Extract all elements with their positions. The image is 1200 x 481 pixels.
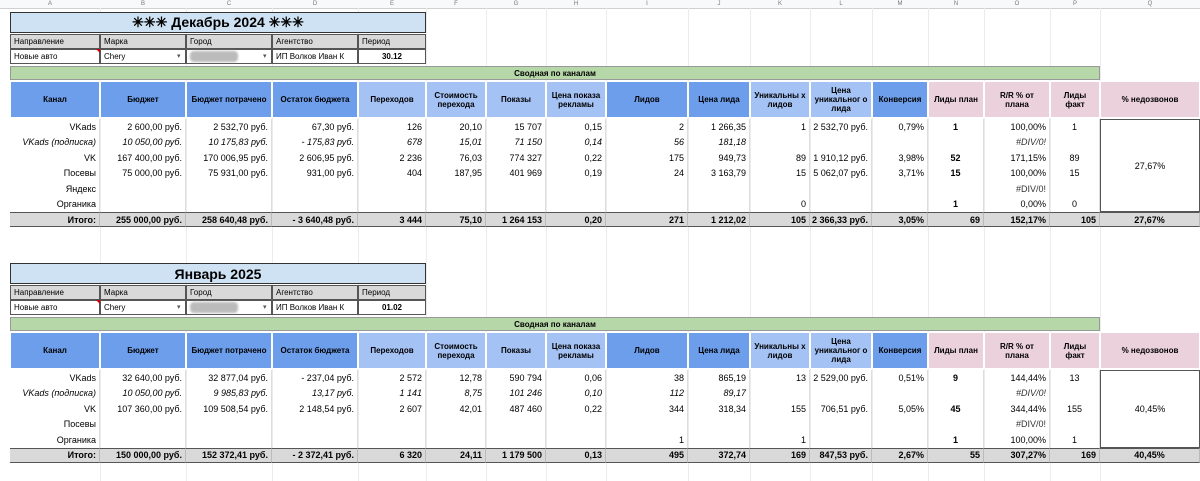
agency-select[interactable]: ИП Волков Иван К (272, 49, 358, 64)
channel-name[interactable]: Органика (10, 197, 100, 213)
data-cell[interactable]: 5 062,07 руб. (810, 166, 872, 182)
data-cell[interactable]: 344,44% (984, 401, 1050, 417)
chevron-down-icon[interactable]: ▾ (177, 53, 181, 60)
data-cell[interactable] (426, 417, 486, 433)
column-header-4[interactable]: Остаток бюджета (272, 332, 358, 369)
column-letter-l[interactable]: L (839, 1, 843, 7)
total-cell[interactable]: 495 (606, 448, 688, 463)
data-cell[interactable]: #DIV/0! (984, 386, 1050, 402)
data-cell[interactable]: 2 532,70 руб. (810, 119, 872, 135)
brand-label: Марка (100, 34, 186, 49)
data-cell[interactable]: 706,51 руб. (810, 401, 872, 417)
column-header-10[interactable]: Цена лида (688, 81, 750, 118)
data-cell[interactable]: 100,00% (984, 432, 1050, 448)
total-cell[interactable]: 169 (1050, 448, 1100, 463)
total-cell[interactable]: 27,67% (1100, 212, 1200, 227)
total-cell[interactable]: 255 000,00 руб. (100, 212, 186, 227)
data-cell[interactable] (272, 197, 358, 213)
total-cell[interactable]: 0,20 (546, 212, 606, 227)
data-cell[interactable]: 42,01 (426, 401, 486, 417)
channel-name[interactable]: Органика (10, 432, 100, 448)
data-cell[interactable] (810, 432, 872, 448)
data-cell[interactable] (750, 181, 810, 197)
data-cell[interactable]: 0 (1050, 197, 1100, 213)
total-cell[interactable]: 152,17% (984, 212, 1050, 227)
data-cell[interactable] (486, 181, 546, 197)
column-header-15[interactable]: R/R % от плана (984, 332, 1050, 369)
data-cell[interactable] (810, 135, 872, 151)
total-cell[interactable]: 69 (928, 212, 984, 227)
data-cell[interactable] (546, 181, 606, 197)
data-cell[interactable] (872, 197, 928, 213)
total-cell[interactable]: 271 (606, 212, 688, 227)
column-letter-g[interactable]: G (513, 1, 519, 7)
data-cell[interactable]: - 175,83 руб. (272, 135, 358, 151)
data-cell[interactable]: 1 (1050, 119, 1100, 135)
data-cell[interactable]: 13 (1050, 370, 1100, 386)
data-cell[interactable]: 1 (750, 119, 810, 135)
column-header-15[interactable]: R/R % от плана (984, 81, 1050, 118)
data-cell[interactable] (546, 417, 606, 433)
data-cell[interactable] (928, 386, 984, 402)
column-header-1[interactable]: Канал (10, 81, 100, 118)
data-cell[interactable]: 76,03 (426, 150, 486, 166)
data-cell[interactable]: 1 (1050, 432, 1100, 448)
data-cell[interactable]: 0,22 (546, 401, 606, 417)
total-cell[interactable]: 2 366,33 руб. (810, 212, 872, 227)
data-cell[interactable]: 89 (750, 150, 810, 166)
data-cell[interactable]: 404 (358, 166, 426, 182)
data-cell[interactable]: 32 640,00 руб. (100, 370, 186, 386)
total-cell[interactable]: 847,53 руб. (810, 448, 872, 463)
column-letter-o[interactable]: O (1014, 1, 1020, 7)
data-cell[interactable]: #DIV/0! (984, 417, 1050, 433)
data-cell[interactable]: 2 606,95 руб. (272, 150, 358, 166)
block-title-dec: ✳✳✳ Декабрь 2024 ✳✳✳ (10, 12, 426, 33)
city-label: Город (186, 34, 272, 49)
column-header-bar[interactable] (0, 0, 1200, 9)
redacted-city-value (190, 302, 238, 313)
data-cell[interactable]: 1 (928, 119, 984, 135)
comment-marker[interactable] (96, 49, 100, 53)
data-cell[interactable] (358, 432, 426, 448)
column-header-6[interactable]: Стоимость перехода (426, 81, 486, 118)
column-header-5[interactable]: Переходов (358, 332, 426, 369)
column-letter-h[interactable]: H (573, 1, 579, 7)
data-cell[interactable]: 0,14 (546, 135, 606, 151)
chevron-down-icon[interactable]: ▾ (177, 304, 181, 311)
summary-band: Сводная по каналам (10, 317, 1100, 331)
column-header-9[interactable]: Лидов (606, 332, 688, 369)
column-letter-a[interactable]: A (47, 1, 52, 7)
data-cell[interactable] (688, 181, 750, 197)
data-cell[interactable] (426, 197, 486, 213)
data-cell[interactable] (486, 417, 546, 433)
column-header-13[interactable]: Конверсия (872, 81, 928, 118)
data-cell[interactable] (872, 417, 928, 433)
data-cell[interactable] (358, 417, 426, 433)
total-cell[interactable]: 40,45% (1100, 448, 1200, 463)
total-cell[interactable]: 105 (750, 212, 810, 227)
column-header-2[interactable]: Бюджет (100, 332, 186, 369)
channel-name[interactable]: Посевы (10, 166, 100, 182)
data-cell[interactable]: 3 163,79 (688, 166, 750, 182)
undialed-percent[interactable]: 40,45% (1100, 370, 1200, 448)
total-cell[interactable]: 2,67% (872, 448, 928, 463)
total-cell[interactable]: 258 640,48 руб. (186, 212, 272, 227)
data-cell[interactable]: 487 460 (486, 401, 546, 417)
data-cell[interactable] (272, 181, 358, 197)
data-cell[interactable] (272, 417, 358, 433)
channel-name[interactable]: Посевы (10, 417, 100, 433)
data-cell[interactable] (750, 135, 810, 151)
direction-select[interactable]: Новые авто (10, 49, 100, 64)
period-label: Период (358, 285, 426, 300)
data-cell[interactable] (546, 432, 606, 448)
data-cell[interactable]: 20,10 (426, 119, 486, 135)
column-header-8[interactable]: Цена показа рекламы (546, 81, 606, 118)
column-header-16[interactable]: Лиды факт (1050, 332, 1100, 369)
data-cell[interactable]: 1 (928, 197, 984, 213)
column-letter-m[interactable]: M (897, 1, 903, 7)
column-header-2[interactable]: Бюджет (100, 81, 186, 118)
channel-name[interactable]: VKads (подписка) (10, 135, 100, 151)
data-cell[interactable] (546, 197, 606, 213)
data-cell[interactable] (486, 197, 546, 213)
redacted-city-value (190, 51, 238, 62)
column-header-4[interactable]: Остаток бюджета (272, 81, 358, 118)
data-cell[interactable] (426, 181, 486, 197)
data-cell[interactable] (186, 197, 272, 213)
data-cell[interactable]: 949,73 (688, 150, 750, 166)
data-cell[interactable]: 3,71% (872, 166, 928, 182)
total-cell[interactable]: 1 212,02 (688, 212, 750, 227)
data-cell[interactable] (186, 417, 272, 433)
brand-select[interactable]: Chery (100, 49, 186, 64)
data-cell[interactable] (606, 181, 688, 197)
data-cell[interactable] (358, 181, 426, 197)
column-letter-e[interactable]: E (389, 1, 394, 7)
data-cell[interactable]: 0,22 (546, 150, 606, 166)
data-cell[interactable]: 13,17 руб. (272, 386, 358, 402)
column-header-17[interactable]: % недозвонов (1100, 332, 1200, 369)
data-cell[interactable]: 89 (1050, 150, 1100, 166)
data-cell[interactable]: 3,98% (872, 150, 928, 166)
data-cell[interactable] (486, 432, 546, 448)
data-cell[interactable]: 167 400,00 руб. (100, 150, 186, 166)
column-letter-k[interactable]: K (777, 1, 782, 7)
data-cell[interactable] (1050, 181, 1100, 197)
data-cell[interactable]: 101 246 (486, 386, 546, 402)
data-cell[interactable]: 2 532,70 руб. (186, 119, 272, 135)
data-cell[interactable]: 8,75 (426, 386, 486, 402)
total-cell[interactable]: 55 (928, 448, 984, 463)
data-cell[interactable]: 71 150 (486, 135, 546, 151)
data-cell[interactable] (426, 432, 486, 448)
data-cell[interactable]: - 237,04 руб. (272, 370, 358, 386)
data-cell[interactable]: 112 (606, 386, 688, 402)
column-header-3[interactable]: Бюджет потрачено (186, 81, 272, 118)
data-cell[interactable]: 1 910,12 руб. (810, 150, 872, 166)
comment-marker[interactable] (96, 300, 100, 304)
data-cell[interactable]: 1 141 (358, 386, 426, 402)
channel-name[interactable]: VK (10, 401, 100, 417)
data-cell[interactable]: 107 360,00 руб. (100, 401, 186, 417)
data-cell[interactable]: 0,79% (872, 119, 928, 135)
data-cell[interactable]: 318,34 (688, 401, 750, 417)
data-cell[interactable]: 2 (606, 119, 688, 135)
data-cell[interactable] (872, 386, 928, 402)
column-letter-c[interactable]: C (226, 1, 232, 7)
data-cell[interactable]: 2 600,00 руб. (100, 119, 186, 135)
total-cell[interactable]: 3 444 (358, 212, 426, 227)
block-title-jan: Январь 2025 (10, 263, 426, 284)
period-select[interactable]: 01.02 (358, 300, 426, 315)
brand-label: Марка (100, 285, 186, 300)
data-cell[interactable]: 181,18 (688, 135, 750, 151)
data-cell[interactable]: 774 327 (486, 150, 546, 166)
period-label: Период (358, 34, 426, 49)
data-cell[interactable]: 15 (750, 166, 810, 182)
column-header-11[interactable]: Уникальны х лидов (750, 81, 810, 118)
data-cell[interactable] (750, 417, 810, 433)
data-cell[interactable]: 401 969 (486, 166, 546, 182)
direction-label: Направление (10, 34, 100, 49)
data-cell[interactable]: 0,15 (546, 119, 606, 135)
data-cell[interactable]: 2 236 (358, 150, 426, 166)
data-cell[interactable]: 0,10 (546, 386, 606, 402)
data-cell[interactable]: 678 (358, 135, 426, 151)
column-letter-i[interactable]: I (646, 1, 648, 7)
data-cell[interactable] (100, 181, 186, 197)
data-cell[interactable] (186, 181, 272, 197)
data-cell[interactable] (688, 197, 750, 213)
data-cell[interactable]: 24 (606, 166, 688, 182)
data-cell[interactable]: 2 529,00 руб. (810, 370, 872, 386)
data-cell[interactable]: 126 (358, 119, 426, 135)
direction-select[interactable]: Новые авто (10, 300, 100, 315)
column-header-11[interactable]: Уникальны х лидов (750, 332, 810, 369)
data-cell[interactable]: 144,44% (984, 370, 1050, 386)
data-cell[interactable]: 1 (928, 432, 984, 448)
data-cell[interactable]: 1 (750, 432, 810, 448)
total-label[interactable]: Итого: (10, 212, 100, 227)
agency-select[interactable]: ИП Волков Иван К (272, 300, 358, 315)
column-letter-b[interactable]: B (140, 1, 145, 7)
data-cell[interactable]: 2 572 (358, 370, 426, 386)
data-cell[interactable]: 56 (606, 135, 688, 151)
column-header-7[interactable]: Показы (486, 332, 546, 369)
data-cell[interactable]: 0,00% (984, 197, 1050, 213)
total-cell[interactable]: 6 320 (358, 448, 426, 463)
data-cell[interactable]: 5,05% (872, 401, 928, 417)
channel-name[interactable]: VKads (подписка) (10, 386, 100, 402)
data-cell[interactable]: 9 985,83 руб. (186, 386, 272, 402)
data-cell[interactable]: 0 (750, 197, 810, 213)
total-cell[interactable]: 1 179 500 (486, 448, 546, 463)
data-cell[interactable]: 155 (1050, 401, 1100, 417)
column-header-13[interactable]: Конверсия (872, 332, 928, 369)
data-cell[interactable]: 931,00 руб. (272, 166, 358, 182)
column-header-8[interactable]: Цена показа рекламы (546, 332, 606, 369)
column-header-14[interactable]: Лиды план (928, 81, 984, 118)
column-letter-p[interactable]: P (1072, 1, 1077, 7)
data-cell[interactable]: 75 931,00 руб. (186, 166, 272, 182)
data-cell[interactable] (186, 432, 272, 448)
data-cell[interactable]: 10 175,83 руб. (186, 135, 272, 151)
data-cell[interactable]: 109 508,54 руб. (186, 401, 272, 417)
data-cell[interactable] (100, 432, 186, 448)
data-cell[interactable] (358, 197, 426, 213)
total-cell[interactable]: 169 (750, 448, 810, 463)
data-cell[interactable]: 2 148,54 руб. (272, 401, 358, 417)
data-cell[interactable]: 15 (1050, 166, 1100, 182)
column-header-9[interactable]: Лидов (606, 81, 688, 118)
data-cell[interactable]: 75 000,00 руб. (100, 166, 186, 182)
column-header-6[interactable]: Стоимость перехода (426, 332, 486, 369)
data-cell[interactable] (100, 197, 186, 213)
chevron-down-icon[interactable]: ▾ (263, 304, 267, 311)
direction-label: Направление (10, 285, 100, 300)
column-header-16[interactable]: Лиды факт (1050, 81, 1100, 118)
data-cell[interactable]: 45 (928, 401, 984, 417)
column-header-5[interactable]: Переходов (358, 81, 426, 118)
total-cell[interactable]: 372,74 (688, 448, 750, 463)
data-cell[interactable]: 2 607 (358, 401, 426, 417)
channel-name[interactable]: VKads (10, 370, 100, 386)
data-cell[interactable] (928, 417, 984, 433)
data-cell[interactable]: 10 050,00 руб. (100, 135, 186, 151)
total-cell[interactable]: 105 (1050, 212, 1100, 227)
data-cell[interactable]: 590 794 (486, 370, 546, 386)
agency-label: Агентство (272, 285, 358, 300)
data-cell[interactable] (688, 417, 750, 433)
data-cell[interactable] (928, 135, 984, 151)
column-header-12[interactable]: Цена уникальног о лида (810, 332, 872, 369)
data-cell[interactable]: 15,01 (426, 135, 486, 151)
data-cell[interactable]: 1 266,35 (688, 119, 750, 135)
column-header-1[interactable]: Канал (10, 332, 100, 369)
data-cell[interactable] (872, 432, 928, 448)
data-cell[interactable]: 0,06 (546, 370, 606, 386)
column-letter-d[interactable]: D (312, 1, 318, 7)
data-cell[interactable]: 89,17 (688, 386, 750, 402)
data-cell[interactable] (272, 432, 358, 448)
total-cell[interactable]: 150 000,00 руб. (100, 448, 186, 463)
period-select[interactable]: 30.12 (358, 49, 426, 64)
chevron-down-icon[interactable]: ▾ (263, 53, 267, 60)
column-header-12[interactable]: Цена уникальног о лида (810, 81, 872, 118)
data-cell[interactable] (1050, 386, 1100, 402)
undialed-percent[interactable]: 27,67% (1100, 119, 1200, 212)
data-cell[interactable]: 155 (750, 401, 810, 417)
city-label: Город (186, 285, 272, 300)
total-cell[interactable]: 307,27% (984, 448, 1050, 463)
data-cell[interactable]: 9 (928, 370, 984, 386)
data-cell[interactable] (810, 386, 872, 402)
total-cell[interactable]: 152 372,41 руб. (186, 448, 272, 463)
column-header-3[interactable]: Бюджет потрачено (186, 332, 272, 369)
column-letter-q[interactable]: Q (1147, 1, 1153, 7)
data-cell[interactable] (100, 417, 186, 433)
data-cell[interactable]: 100,00% (984, 166, 1050, 182)
data-cell[interactable] (606, 197, 688, 213)
data-cell[interactable]: 170 006,95 руб. (186, 150, 272, 166)
data-cell[interactable]: 1 (606, 432, 688, 448)
agency-label: Агентство (272, 34, 358, 49)
data-cell[interactable] (872, 135, 928, 151)
data-cell[interactable]: #DIV/0! (984, 135, 1050, 151)
data-cell[interactable] (750, 386, 810, 402)
data-cell[interactable]: 0,51% (872, 370, 928, 386)
data-cell[interactable]: 38 (606, 370, 688, 386)
column-letter-f[interactable]: F (454, 1, 458, 7)
data-cell[interactable]: 344 (606, 401, 688, 417)
column-header-17[interactable]: % недозвонов (1100, 81, 1200, 118)
total-cell[interactable]: 3,05% (872, 212, 928, 227)
data-cell[interactable] (688, 432, 750, 448)
column-letter-j[interactable]: J (717, 1, 721, 7)
brand-select[interactable]: Chery (100, 300, 186, 315)
data-cell[interactable]: #DIV/0! (984, 181, 1050, 197)
data-cell[interactable]: 32 877,04 руб. (186, 370, 272, 386)
data-cell[interactable] (810, 181, 872, 197)
data-cell[interactable] (810, 197, 872, 213)
column-header-7[interactable]: Показы (486, 81, 546, 118)
data-cell[interactable] (872, 181, 928, 197)
data-cell[interactable] (606, 417, 688, 433)
data-cell[interactable] (1050, 417, 1100, 433)
total-cell[interactable]: - 2 372,41 руб. (272, 448, 358, 463)
column-header-14[interactable]: Лиды план (928, 332, 984, 369)
column-letter-n[interactable]: N (953, 1, 959, 7)
data-cell[interactable]: 0,19 (546, 166, 606, 182)
channel-name[interactable]: VK (10, 150, 100, 166)
data-cell[interactable] (810, 417, 872, 433)
data-cell[interactable]: 52 (928, 150, 984, 166)
channel-name[interactable]: VKads (10, 119, 100, 135)
data-cell[interactable]: 100,00% (984, 119, 1050, 135)
data-cell[interactable]: 187,95 (426, 166, 486, 182)
data-cell[interactable]: 175 (606, 150, 688, 166)
channel-name[interactable]: Яндекс (10, 181, 100, 197)
total-cell[interactable]: - 3 640,48 руб. (272, 212, 358, 227)
total-label[interactable]: Итого: (10, 448, 100, 463)
summary-band: Сводная по каналам (10, 66, 1100, 80)
column-header-10[interactable]: Цена лида (688, 332, 750, 369)
data-cell[interactable]: 67,30 руб. (272, 119, 358, 135)
total-cell[interactable]: 24,11 (426, 448, 486, 463)
total-cell[interactable]: 1 264 153 (486, 212, 546, 227)
data-cell[interactable] (928, 181, 984, 197)
data-cell[interactable]: 13 (750, 370, 810, 386)
data-cell[interactable]: 10 050,00 руб. (100, 386, 186, 402)
data-cell[interactable]: 12,78 (426, 370, 486, 386)
data-cell[interactable]: 15 (928, 166, 984, 182)
data-cell[interactable] (1050, 135, 1100, 151)
data-cell[interactable]: 15 707 (486, 119, 546, 135)
data-cell[interactable]: 865,19 (688, 370, 750, 386)
total-cell[interactable]: 75,10 (426, 212, 486, 227)
total-cell[interactable]: 0,13 (546, 448, 606, 463)
data-cell[interactable]: 171,15% (984, 150, 1050, 166)
